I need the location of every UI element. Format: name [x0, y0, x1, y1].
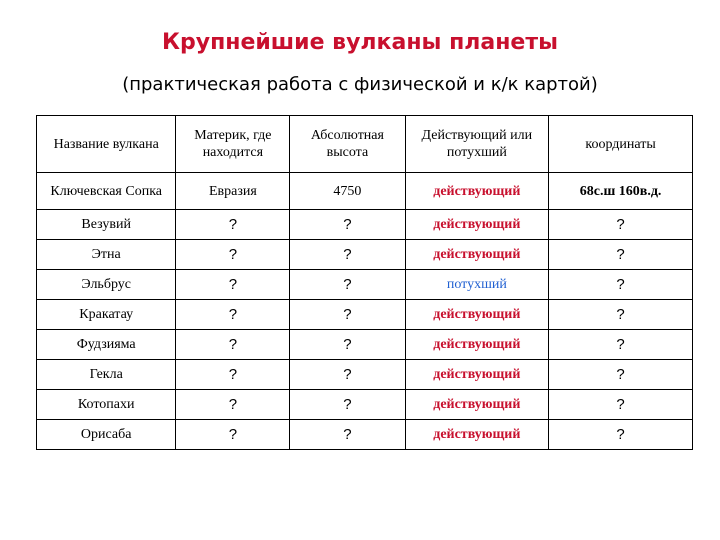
cell-continent: ? — [176, 210, 290, 240]
cell-status: потухший — [405, 270, 549, 300]
header-continent: Материк, где находится — [176, 116, 290, 173]
table-row — [37, 420, 693, 450]
cell-status: действующий — [405, 330, 549, 360]
cell-coordinates: ? — [549, 420, 693, 450]
cell-altitude: ? — [290, 210, 405, 240]
header-altitude: Абсолютная высота — [290, 116, 405, 173]
page-title: Крупнейшие вулканы планеты — [162, 30, 558, 55]
table-row — [37, 210, 693, 240]
cell-continent: ? — [176, 270, 290, 300]
cell-altitude: ? — [290, 390, 405, 420]
cell-coordinates: ? — [549, 360, 693, 390]
cell-coordinates: ? — [549, 240, 693, 270]
cell-continent: ? — [176, 360, 290, 390]
table-row — [37, 300, 693, 330]
cell-coordinates: ? — [549, 210, 693, 240]
table-row — [37, 270, 693, 300]
cell-volcano-name: Кракатау — [37, 300, 176, 330]
cell-coordinates: ? — [549, 390, 693, 420]
header-status: Действующий или потухший — [405, 116, 549, 173]
volcano-table — [36, 115, 693, 450]
cell-altitude: ? — [290, 360, 405, 390]
cell-status: действующий — [405, 210, 549, 240]
cell-continent: ? — [176, 300, 290, 330]
table-row — [37, 390, 693, 420]
cell-coordinates: ? — [549, 270, 693, 300]
header-coordinates: координаты — [549, 116, 693, 173]
cell-continent: ? — [176, 390, 290, 420]
cell-continent: ? — [176, 330, 290, 360]
table-row — [37, 330, 693, 360]
page-subtitle: (практическая работа с физической и к/к картой) — [122, 74, 598, 95]
cell-coordinates: 68с.ш 160в.д. — [549, 173, 693, 210]
cell-volcano-name: Котопахи — [37, 390, 176, 420]
table-header-row — [37, 116, 693, 173]
cell-altitude: ? — [290, 240, 405, 270]
cell-continent: Евразия — [176, 173, 290, 210]
cell-status: действующий — [405, 360, 549, 390]
table-row — [37, 360, 693, 390]
cell-volcano-name: Орисаба — [37, 420, 176, 450]
cell-status: действующий — [405, 300, 549, 330]
cell-status: действующий — [405, 420, 549, 450]
cell-status: действующий — [405, 390, 549, 420]
table-row — [37, 240, 693, 270]
cell-altitude: ? — [290, 420, 405, 450]
cell-coordinates: ? — [549, 330, 693, 360]
table-row — [37, 173, 693, 210]
cell-volcano-name: Ключевская Сопка — [37, 173, 176, 210]
cell-continent: ? — [176, 420, 290, 450]
cell-volcano-name: Фудзияма — [37, 330, 176, 360]
cell-volcano-name: Везувий — [37, 210, 176, 240]
cell-volcano-name: Этна — [37, 240, 176, 270]
cell-altitude: ? — [290, 270, 405, 300]
header-volcano-name: Название вулкана — [37, 116, 176, 173]
cell-continent: ? — [176, 240, 290, 270]
cell-altitude: 4750 — [290, 173, 405, 210]
cell-coordinates: ? — [549, 300, 693, 330]
cell-volcano-name: Гекла — [37, 360, 176, 390]
cell-altitude: ? — [290, 300, 405, 330]
cell-status: действующий — [405, 173, 549, 210]
table-body — [37, 173, 693, 450]
cell-status: действующий — [405, 240, 549, 270]
cell-altitude: ? — [290, 330, 405, 360]
cell-volcano-name: Эльбрус — [37, 270, 176, 300]
